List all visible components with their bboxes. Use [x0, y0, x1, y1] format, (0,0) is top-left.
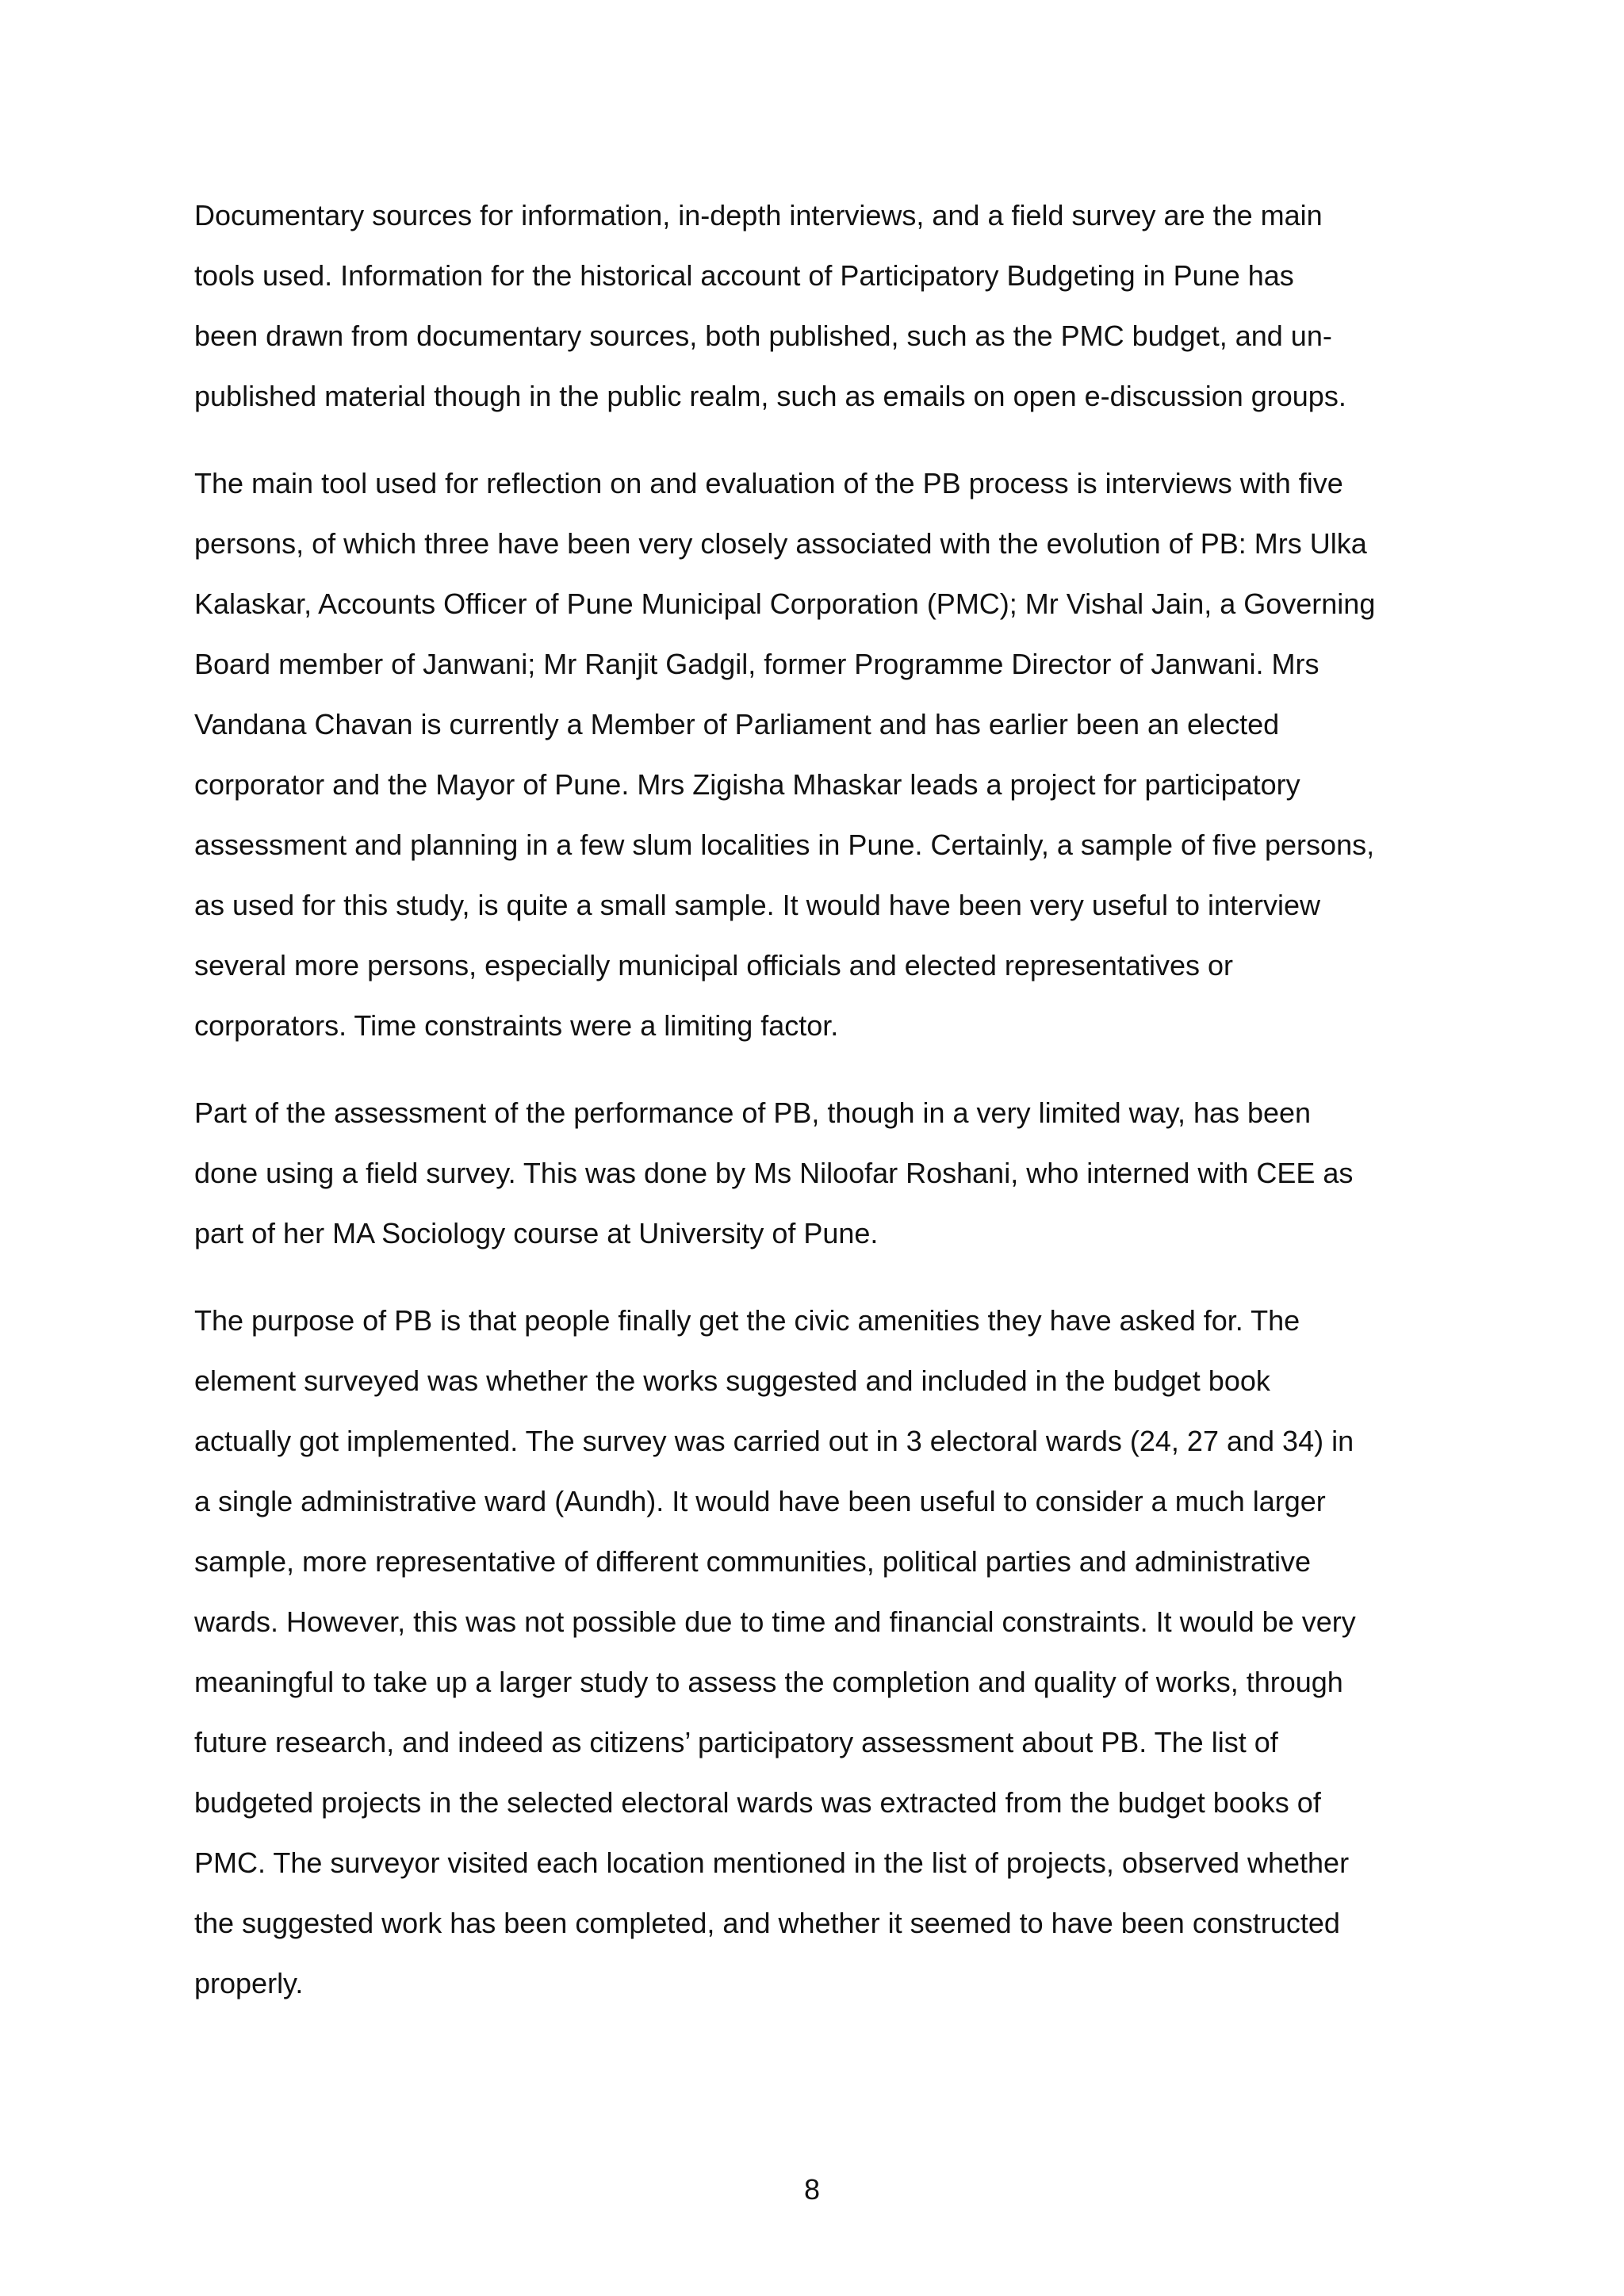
- text-line: assessment and planning in a few slum localities in Pune. Certainly, a sample of five persons,: [194, 828, 1375, 861]
- page-number: 8: [803, 2173, 821, 2206]
- text-line: part of her MA Sociology course at University of Pune.: [194, 1217, 879, 1249]
- body-text: [194, 186, 1447, 2041]
- text-line: The purpose of PB is that people finally get the civic amenities they have asked for. The: [194, 1304, 1300, 1337]
- text-line: Vandana Chavan is currently a Member of Parliament and has earlier been an elected: [194, 708, 1280, 740]
- text-line: element surveyed was whether the works suggested and included in the budget book: [194, 1364, 1270, 1397]
- text-line: several more persons, especially municipal officials and elected representatives or: [194, 949, 1233, 982]
- text-line: the suggested work has been completed, and whether it seemed to have been constructed: [194, 1907, 1340, 1939]
- text-line: meaningful to take up a larger study to assess the completion and quality of works, through: [194, 1666, 1343, 1698]
- paragraph-interviews: [194, 453, 1447, 1056]
- text-line: Board member of Janwani; Mr Ranjit Gadgil, former Programme Director of Janwani. Mrs: [194, 648, 1320, 680]
- text-line: Part of the assessment of the performance of PB, though in a very limited way, has been: [194, 1096, 1312, 1129]
- text-line: published material though in the public realm, such as emails on open e-discussion groups.: [194, 380, 1346, 412]
- text-line: tools used. Information for the historical account of Participatory Budgeting in Pune has: [194, 259, 1294, 292]
- text-line: as used for this study, is quite a small sample. It would have been very useful to interview: [194, 889, 1321, 921]
- text-line: wards. However, this was not possible due to time and financial constraints. It would be very: [194, 1605, 1356, 1638]
- text-line: actually got implemented. The survey was carried out in 3 electoral wards (24, 27 and 34) in: [194, 1425, 1354, 1457]
- text-line: corporators. Time constraints were a limiting factor.: [194, 1009, 839, 1042]
- text-line: done using a field survey. This was done by Ms Niloofar Roshani, who interned with CEE as: [194, 1157, 1354, 1189]
- paragraph-purpose: [194, 1291, 1447, 2014]
- text-line: Documentary sources for information, in-depth interviews, and a field survey are the main: [194, 199, 1323, 232]
- text-line: PMC. The surveyor visited each location mentioned in the list of projects, observed whether: [194, 1846, 1350, 1879]
- paragraph-methods: [194, 186, 1447, 427]
- text-line: The main tool used for reflection on and evaluation of the PB process is interviews with five: [194, 467, 1343, 499]
- text-line: corporator and the Mayor of Pune. Mrs Zigisha Mhaskar leads a project for participatory: [194, 768, 1300, 801]
- text-line: Kalaskar, Accounts Officer of Pune Municipal Corporation (PMC); Mr Vishal Jain, a Governing: [194, 587, 1376, 620]
- text-line: a single administrative ward (Aundh). It would have been useful to consider a much larger: [194, 1485, 1326, 1517]
- text-line: been drawn from documentary sources, both published, such as the PMC budget, and un-: [194, 320, 1332, 352]
- text-line: properly.: [194, 1967, 304, 1999]
- text-line: persons, of which three have been very closely associated with the evolution of PB: Mrs Ulka: [194, 527, 1367, 560]
- text-line: sample, more representative of different communities, political parties and administrative: [194, 1545, 1311, 1578]
- paragraph-field-survey: [194, 1083, 1447, 1264]
- text-line: budgeted projects in the selected electoral wards was extracted from the budget books of: [194, 1786, 1321, 1819]
- text-line: future research, and indeed as citizens’ participatory assessment about PB. The list of: [194, 1726, 1278, 1758]
